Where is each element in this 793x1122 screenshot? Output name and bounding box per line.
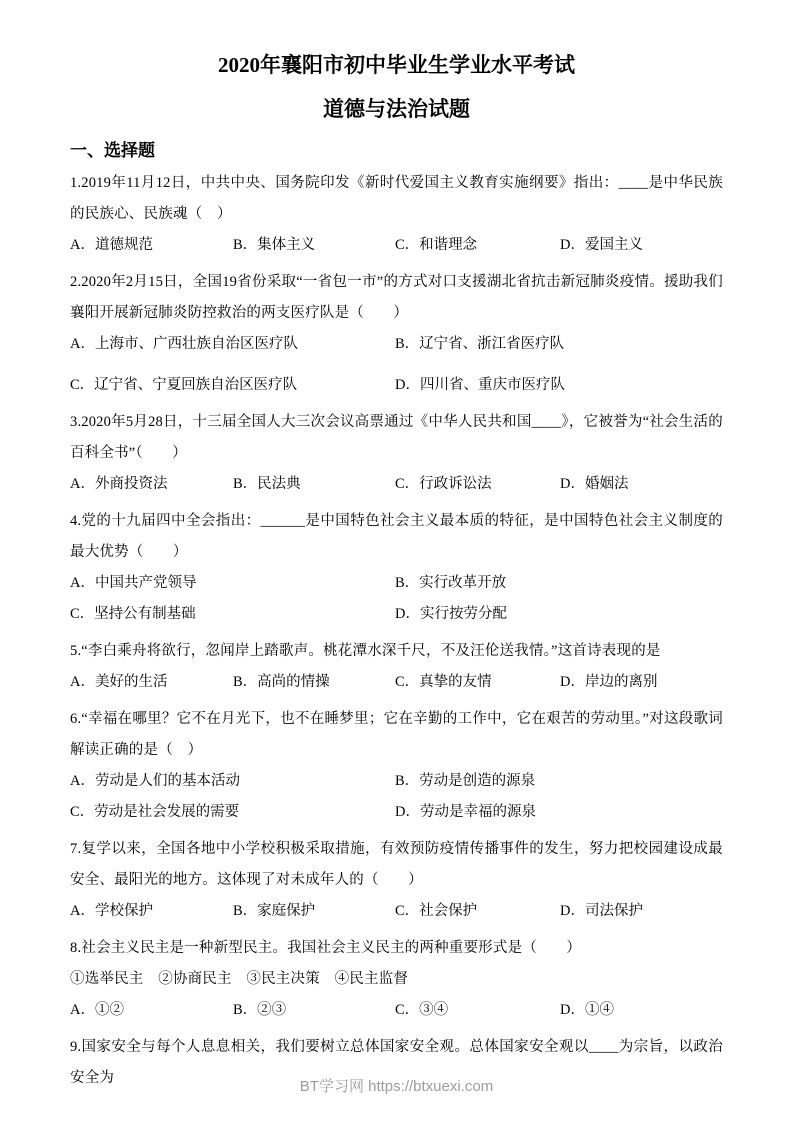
question-text: 6.“幸福在哪里？它不在月光下，也不在睡梦里；它在辛勤的工作中，它在艰苦的劳动里。”对这段歌词解读正确的是（ ） xyxy=(70,711,723,759)
question-block xyxy=(70,834,723,927)
question-block xyxy=(70,506,723,630)
option: C．社会保护 xyxy=(395,903,478,920)
question-list xyxy=(70,168,723,1094)
options-row xyxy=(70,995,723,1026)
option: B．集体主义 xyxy=(233,237,316,254)
option: D．婚姻法 xyxy=(560,476,629,493)
option: D．爱国主义 xyxy=(560,237,643,254)
option: C．坚持公有制基础 xyxy=(70,606,196,623)
option: D．实行按劳分配 xyxy=(395,606,507,623)
option: A．①② xyxy=(70,1002,124,1019)
options-row xyxy=(70,469,723,500)
question-block xyxy=(70,407,723,500)
option: C．③④ xyxy=(395,1002,449,1019)
option: A．外商投资法 xyxy=(70,476,168,493)
option: C．辽宁省、宁夏回族自治区医疗队 xyxy=(70,377,298,394)
options-row xyxy=(70,896,723,927)
option: D．司法保护 xyxy=(560,903,643,920)
page-subtitle: 道德与法治试题 xyxy=(323,97,470,122)
option: B．辽宁省、浙江省医疗队 xyxy=(395,336,565,353)
question-text: 7.复学以来，全国各地中小学校积极采取措施，有效预防疫情传播事件的发生，努力把校园建设成最安全、最阳光的地方。这体现了对未成年人的（ ） xyxy=(70,841,723,889)
option: B．家庭保护 xyxy=(233,903,316,920)
watermark-text: BT学习网 https://btxuexi.com xyxy=(299,1078,494,1095)
option: A．中国共产党领导 xyxy=(70,575,197,592)
options-row xyxy=(70,568,723,630)
question-text: 4.党的十九届四中全会指出：______是中国特色社会主义最本质的特征，是中国特色社会主义制度的最大优势（ ） xyxy=(70,513,723,561)
question-block xyxy=(70,267,723,401)
option: D．四川省、重庆市医疗队 xyxy=(395,377,565,394)
option: A．上海市、广西壮族自治区医疗队 xyxy=(70,336,298,353)
option: B．②③ xyxy=(233,1002,287,1019)
options-row xyxy=(70,766,723,828)
option: A．美好的生活 xyxy=(70,674,168,691)
question-text: 2.2020年2月15日，全国19省份采取“一省包一市”的方式对口支援湖北省抗击新冠肺炎疫情。援助我们襄阳开展新冠肺炎防控救治的两支医疗队是（ ） xyxy=(70,274,723,322)
option: A．劳动是人们的基本活动 xyxy=(70,773,240,790)
question-block xyxy=(70,168,723,261)
option: D．劳动是幸福的源泉 xyxy=(395,804,536,821)
question-subline: ①选举民主 ②协商民主 ③民主决策 ④民主监督 xyxy=(70,971,409,988)
question-text: 1.2019年11月12日，中共中央、国务院印发《新时代爱国主义教育实施纲要》指出：____是中华民族的民族心、民族魂（ ） xyxy=(70,175,723,223)
question-block xyxy=(70,636,723,698)
option: C．行政诉讼法 xyxy=(395,476,492,493)
options-row xyxy=(70,329,723,401)
option: D．①④ xyxy=(560,1002,614,1019)
option: B．民法典 xyxy=(233,476,301,493)
page-title: 2020年襄阳市初中毕业生学业水平考试 xyxy=(218,53,575,77)
question-text: 3.2020年5月28日，十三届全国人大三次会议高票通过《中华人民共和国____》，它被誉为“社会生活的百科全书”（ ） xyxy=(70,414,723,462)
options-row xyxy=(70,230,723,261)
option: B．劳动是创造的源泉 xyxy=(395,773,536,790)
option: C．和谐理念 xyxy=(395,237,478,254)
section-heading: 一、选择题 xyxy=(70,140,155,160)
option: C．真挚的友情 xyxy=(395,674,492,691)
options-row xyxy=(70,667,723,698)
option: B．高尚的情操 xyxy=(233,674,330,691)
question-text: 8.社会主义民主是一种新型民主。我国社会主义民主的两种重要形式是（ ） xyxy=(70,940,582,957)
option: D．岸边的离别 xyxy=(560,674,658,691)
option: A．学校保护 xyxy=(70,903,153,920)
question-block xyxy=(70,704,723,828)
question-block xyxy=(70,933,723,1026)
question-text: 5.“李白乘舟将欲行，忽闻岸上踏歌声。桃花潭水深千尺，不及汪伦送我情。”这首诗表现的是 xyxy=(70,643,661,660)
option: A．道德规范 xyxy=(70,237,153,254)
question-text: 9.国家安全与每个人息息相关，我们要树立总体国家安全观。总体国家安全观以____为宗旨，以政治安全为 xyxy=(70,1039,723,1087)
option: C．劳动是社会发展的需要 xyxy=(70,804,240,821)
option: B．实行改革开放 xyxy=(395,575,507,592)
